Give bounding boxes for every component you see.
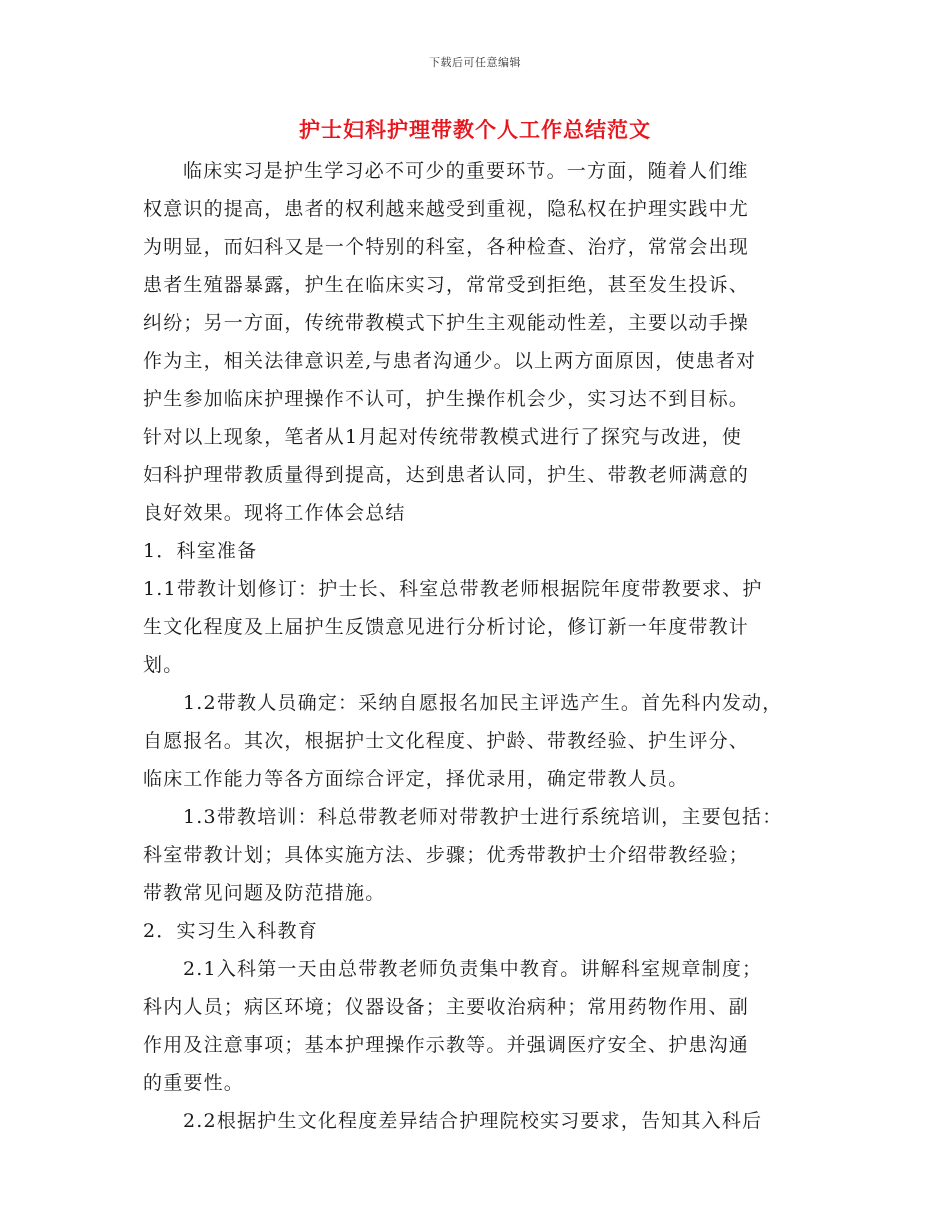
- body-line: 良好效果。现将工作体会总结: [143, 502, 406, 524]
- body-line: 护生参加临床护理操作不认可，护生操作机会少，实习达不到目标。: [143, 388, 750, 410]
- body-line: 1.2带教人员确定：采纳自愿报名加民主评选产生。首先科内发动，: [183, 692, 783, 714]
- body-line: 临床实习是护生学习必不可少的重要环节。一方面，随着人们维: [183, 160, 749, 182]
- body-line: 1.3带教培训：科总带教老师对带教护士进行系统培训，主要包括：: [183, 806, 783, 828]
- body-line: 2.1入科第一天由总带教老师负责集中教育。讲解科室规章制度；: [183, 958, 763, 980]
- body-line: 科内人员；病区环境；仪器设备；主要收治病种；常用药物作用、副: [143, 996, 750, 1018]
- body-line: 自愿报名。其次，根据护士文化程度、护龄、带教经验、护生评分、: [143, 730, 750, 752]
- body-line: 生文化程度及上届护生反馈意见进行分析讨论，修订新一年度带教计: [143, 616, 750, 638]
- body-line: 科室带教计划；具体实施方法、步骤；优秀带教护士介绍带教经验；: [143, 844, 750, 866]
- body-line: 作用及注意事项；基本护理操作示教等。并强调医疗安全、护患沟通: [143, 1034, 750, 1056]
- page-header-note: 下载后可任意编辑: [429, 56, 521, 69]
- body-line: 的重要性。: [143, 1072, 245, 1094]
- body-line: 带教常见问题及防范措施。: [143, 882, 386, 904]
- body-line: 权意识的提高，患者的权利越来越受到重视，隐私权在护理实践中尤: [143, 198, 750, 220]
- body-line: 针对以上现象，笔者从1月起对传统带教模式进行了探究与改进，使: [143, 426, 743, 448]
- body-line: 2．实习生入科教育: [143, 920, 318, 942]
- body-line: 2.2根据护生文化程度差异结合护理院校实习要求，告知其入科后: [183, 1110, 763, 1132]
- body-line: 1.1带教计划修订：护士长、科室总带教老师根据院年度带教要求、护: [143, 578, 763, 600]
- body-line: 1．科室准备: [143, 540, 258, 562]
- body-line: 患者生殖器暴露，护生在临床实习，常常受到拒绝，甚至发生投诉、: [143, 274, 750, 296]
- body-line: 临床工作能力等各方面综合评定，择优录用，确定带教人员。: [143, 768, 689, 790]
- body-line: 妇科护理带教质量得到提高，达到患者认同，护生、带教老师满意的: [143, 464, 750, 486]
- body-line: 纠纷；另一方面，传统带教模式下护生主观能动性差，主要以动手操: [143, 312, 750, 334]
- body-line: 为明显，而妇科又是一个特别的科室，各种检查、治疗，常常会出现: [143, 236, 750, 258]
- body-line: 作为主，相关法律意识差,与患者沟通少。以上两方面原因，使患者对: [143, 350, 757, 372]
- body-line: 划。: [143, 654, 184, 676]
- document-title: 护士妇科护理带教个人工作总结范文: [299, 117, 651, 142]
